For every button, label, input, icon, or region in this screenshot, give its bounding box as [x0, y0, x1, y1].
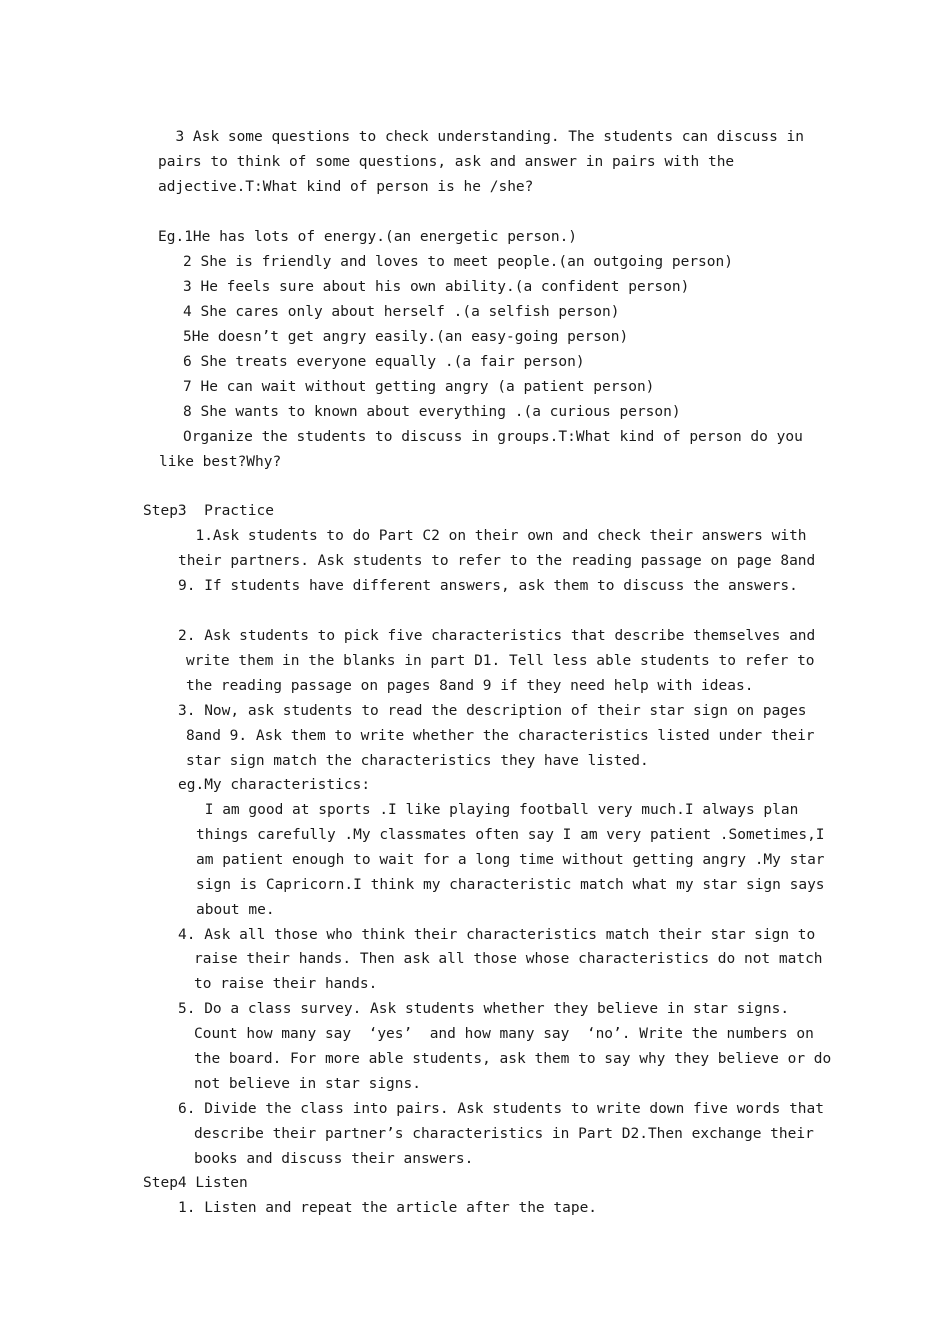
text-line: 6 She treats everyone equally .(a fair person)	[183, 354, 585, 370]
text-line: 1.Ask students to do Part C2 on their own and check their answers with	[178, 528, 807, 544]
text-line: 3 Ask some questions to check understanding. The students can discuss in	[158, 129, 805, 145]
text-line: eg.My characteristics:	[178, 777, 371, 793]
text-line: about me.	[196, 902, 275, 918]
text-line: Eg.1He has lots of energy.(an energetic person.)	[158, 229, 578, 245]
text-line: 4. Ask all those who think their characteristics match their star sign to	[178, 927, 816, 943]
text-line: am patient enough to wait for a long time without getting angry .My star	[196, 852, 825, 868]
text-line: I am good at sports .I like playing football very much.I always plan	[196, 802, 799, 818]
text-line: raise their hands. Then ask all those whose characteristics do not match	[194, 951, 823, 967]
text-line: 5. Do a class survey. Ask students whether they believe in star signs.	[178, 1001, 790, 1017]
text-line: Count how many say ‘yes’ and how many say ‘no’. Write the numbers on	[194, 1026, 814, 1042]
text-line: sign is Capricorn.I think my characteristic match what my star sign says	[196, 877, 825, 893]
text-line: 8 She wants to known about everything .(a curious person)	[183, 404, 681, 420]
text-line: 7 He can wait without getting angry (a patient person)	[183, 379, 655, 395]
text-line: describe their partner’s characteristics in Part D2.Then exchange their	[194, 1126, 814, 1142]
text-line: books and discuss their answers.	[194, 1151, 474, 1167]
text-line: their partners. Ask students to refer to the reading passage on page 8and	[178, 553, 816, 569]
section-heading: Step3 Practice	[143, 503, 274, 519]
text-line: like best?Why?	[159, 454, 282, 470]
text-line: the reading passage on pages 8and 9 if they need help with ideas.	[186, 678, 754, 694]
text-line: pairs to think of some questions, ask and answer in pairs with the	[158, 154, 735, 170]
text-line: not believe in star signs.	[194, 1076, 421, 1092]
text-line: 8and 9. Ask them to write whether the characteristics listed under their	[186, 728, 815, 744]
text-line: star sign match the characteristics they have listed.	[186, 753, 649, 769]
text-line: Organize the students to discuss in groups.T:What kind of person do you	[183, 429, 803, 445]
text-line: 3. Now, ask students to read the description of their star sign on pages	[178, 703, 807, 719]
text-line: 6. Divide the class into pairs. Ask students to write down five words that	[178, 1101, 825, 1117]
text-line: 2. Ask students to pick five characteristics that describe themselves and	[178, 628, 816, 644]
text-line: write them in the blanks in part D1. Tell less able students to refer to	[186, 653, 815, 669]
text-line: 5He doesn’t get angry easily.(an easy-going person)	[183, 329, 629, 345]
text-line: 1. Listen and repeat the article after the tape.	[178, 1200, 598, 1216]
text-line: adjective.T:What kind of person is he /she?	[158, 179, 534, 195]
text-line: the board. For more able students, ask them to say why they believe or do	[194, 1051, 832, 1067]
text-line: 2 She is friendly and loves to meet people.(an outgoing person)	[183, 254, 733, 270]
text-line: things carefully .My classmates often say I am very patient .Sometimes,I	[196, 827, 825, 843]
text-line: 3 He feels sure about his own ability.(a confident person)	[183, 279, 690, 295]
text-line: to raise their hands.	[194, 976, 378, 992]
text-line: 9. If students have different answers, ask them to discuss the answers.	[178, 578, 798, 594]
section-heading: Step4 Listen	[143, 1175, 248, 1191]
text-line: 4 She cares only about herself .(a selfish person)	[183, 304, 620, 320]
